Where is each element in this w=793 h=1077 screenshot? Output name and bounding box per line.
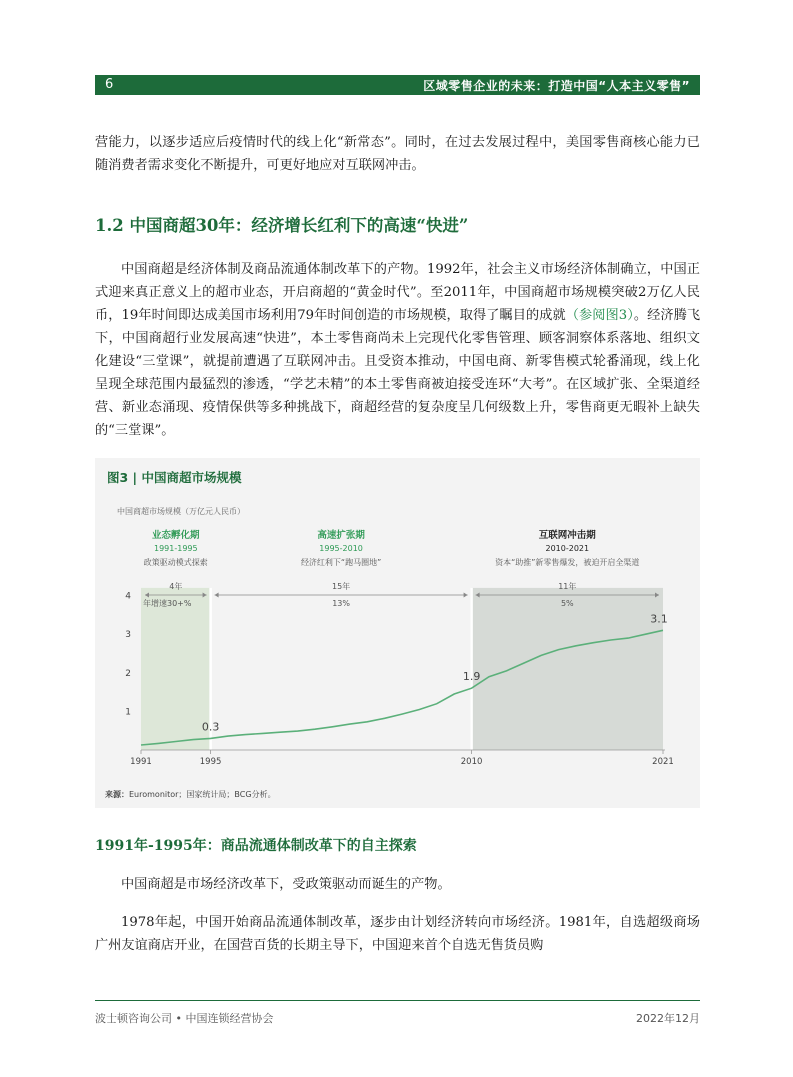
footer-publisher: 波士顿咨询公司 • 中国连锁经营协会 bbox=[95, 1012, 274, 1025]
y-tick-label-1: 1 bbox=[125, 707, 131, 718]
footer-divider bbox=[95, 1000, 700, 1001]
footer-date: 2022年12月 bbox=[636, 1012, 700, 1025]
phase-growth-3: 5% bbox=[560, 599, 574, 608]
main-paragraph-text-2: 。经济腾飞下，中国商超行业发展高速“快进”，本土零售商尚未上完现代化零售管理、顾客洞察体系落地、组织文化建设“三堂课”，就提前遭遇了互联网冲击。且受资本推动，中国电商、新零售模式轮番涌现，线上化呈现全球范围内最猛烈的渗透，“学艺未精”的本土零售商被迫接受连环“大考”。在区域扩张、全渠道经营、新业态涌现、疫情保供等多种挑战下，商超经营的复杂度呈几何级数上升，零售商更无暇补上缺失的“三堂课”。 bbox=[95, 308, 701, 438]
phase-name-3: 互联网冲击期 bbox=[538, 530, 596, 541]
phase-desc-1: 政策驱动模式探索 bbox=[143, 558, 208, 567]
phase-desc-2: 经济红利下“跑马圈地” bbox=[300, 558, 382, 567]
main-paragraph-text-1: 中国商超是经济体制及商品流通体制改革下的产物。1992年，社会主义市场经济体制确立，中国正式迎来真正意义上的超市业态，开启商超的“黄金时代”。至2011年，中国商超市场规模突破2万亿人民币，19年时间即达成美国市场利用79年时间创造的市场规模，取得了瞩目的成就 bbox=[95, 262, 700, 323]
subsection-heading: 1991年-1995年：商品流通体制改革下的自主探索 bbox=[95, 838, 417, 854]
main-paragraph bbox=[95, 258, 700, 442]
phase-name-1: 业态孵化期 bbox=[152, 530, 200, 541]
y-tick-label-3: 3 bbox=[125, 630, 131, 641]
y-axis-label: 中国商超市场规模（万亿元人民币） bbox=[117, 507, 245, 516]
data-label-1995: 0.3 bbox=[201, 720, 220, 734]
x-tick-label-1995: 1995 bbox=[199, 757, 222, 767]
intro-paragraph: 营能力，以逐步适应后疫情时代的线上化“新常态”。同时，在过去发展过程中，美国零售商核心能力已随消费者需求变化不断提升，可更好地应对互联网冲击。 bbox=[95, 135, 700, 173]
y-tick-label-2: 2 bbox=[125, 668, 131, 679]
x-tick-label-2021: 2021 bbox=[652, 757, 674, 767]
phase-band-1 bbox=[141, 588, 211, 750]
figure-title: 图3 | 中国商超市场规模 bbox=[107, 470, 242, 485]
source-label: 来源： bbox=[105, 790, 129, 799]
market-size-chart bbox=[95, 458, 700, 808]
page-header bbox=[95, 75, 700, 95]
figure-source bbox=[105, 789, 276, 800]
phase-name-2: 高速扩张期 bbox=[317, 530, 365, 541]
section-heading: 1.2 中国商超30年：经济增长红利下的高速“快进” bbox=[95, 216, 469, 235]
paragraph-b: 1978年起，中国开始商品流通体制改革，逐步由计划经济转向市场经济。1981年，自选超级商场广州友谊商店开业，在国营百货的长期主导下，中国迎来首个自选无售货员购 bbox=[95, 915, 700, 953]
x-tick-label-1991: 1991 bbox=[130, 757, 152, 767]
phase-growth-1: 年增速30+% bbox=[143, 599, 192, 608]
figure-reference-link[interactable]: （参阅图3） bbox=[565, 308, 634, 323]
paragraph-a: 中国商超是市场经济改革下，受政策驱动而诞生的产物。 bbox=[121, 877, 451, 892]
phase-span-2: 15年 bbox=[332, 582, 351, 591]
report-title: 区域零售企业的未来：打造中国“人本主义零售” bbox=[423, 79, 690, 93]
x-tick-label-2010: 2010 bbox=[460, 757, 483, 767]
phase-years-2: 1995-2010 bbox=[319, 544, 363, 553]
phase-band-3 bbox=[472, 588, 663, 750]
phase-span-3: 11年 bbox=[558, 582, 577, 591]
source-text: Euromonitor；国家统计局；BCG分析。 bbox=[129, 790, 276, 799]
figure-3 bbox=[95, 458, 700, 808]
page-number: 6 bbox=[105, 77, 114, 92]
phase-years-1: 1991-1995 bbox=[153, 544, 198, 553]
phase-desc-3: 资本“助推”新零售爆发，被迫开启全渠道 bbox=[495, 558, 640, 567]
data-label-2021: 3.1 bbox=[650, 612, 668, 626]
data-label-2010: 1.9 bbox=[462, 670, 481, 684]
phase-span-1: 4年 bbox=[169, 582, 183, 591]
y-tick-label-4: 4 bbox=[125, 591, 131, 602]
phase-years-3: 2010-2021 bbox=[545, 544, 590, 553]
phase-growth-2: 13% bbox=[332, 599, 350, 608]
